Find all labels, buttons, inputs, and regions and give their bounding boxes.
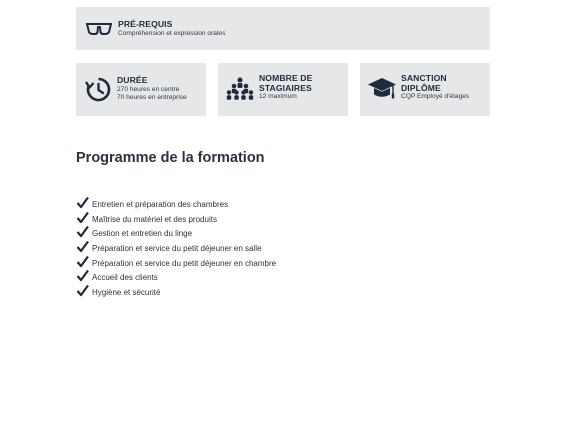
checkmark-icon [76, 196, 89, 209]
clock-icon [85, 76, 112, 103]
checkmark-icon [76, 240, 89, 253]
diploma-title-line2: DIPLÔME [401, 82, 441, 93]
list-item [76, 212, 276, 227]
people-group-icon [226, 77, 254, 101]
checkmark-icon [76, 284, 89, 297]
duration-detail-center: 270 heures en centre [117, 85, 180, 93]
list-item [76, 226, 276, 241]
programme-title: Programme de la formation [76, 150, 265, 166]
list-item [76, 285, 276, 300]
duration-title: DURÉE [117, 75, 148, 85]
list-item-label: Gestion et entretien du linge [92, 229, 193, 239]
prerequisites-title: PRÉ-REQUIS [118, 19, 173, 29]
graduation-cap-icon [367, 76, 397, 102]
duration-card [76, 63, 206, 116]
prerequisites-text: Compréhension et expression orales [118, 29, 226, 37]
checkmark-icon [76, 269, 89, 282]
trainees-card [218, 63, 348, 116]
list-item [76, 270, 276, 285]
diploma-card [360, 63, 490, 116]
checkmark-icon [76, 255, 89, 268]
diploma-title-line1: SANCTION [401, 73, 447, 83]
list-item-label: Hygiène et sécurité [92, 287, 161, 297]
list-item-label: Accueil des clients [92, 273, 158, 283]
trainees-detail: 12 maximum [259, 93, 297, 100]
checkmark-icon [76, 225, 89, 238]
programme-list [76, 197, 276, 300]
list-item-label: Préparation et service du petit déjeuner en salle [92, 243, 262, 253]
list-item [76, 241, 276, 256]
trainees-title-line1: NOMBRE DE [259, 73, 313, 83]
prerequisites-box [76, 7, 490, 50]
glasses-icon [85, 21, 113, 35]
list-item-label: Préparation et service du petit déjeuner en chambre [92, 258, 277, 268]
list-item [76, 197, 276, 212]
diploma-detail: CQP Employé d'étages [401, 93, 470, 100]
trainees-title-line2: STAGIAIRES [259, 82, 312, 93]
list-item-label: Maîtrise du matériel et des produits [92, 214, 217, 224]
list-item-label: Entretien et préparation des chambres [92, 199, 229, 209]
duration-detail-company: 70 heures en entreprise [117, 93, 187, 101]
list-item [76, 256, 276, 271]
checkmark-icon [76, 211, 89, 224]
